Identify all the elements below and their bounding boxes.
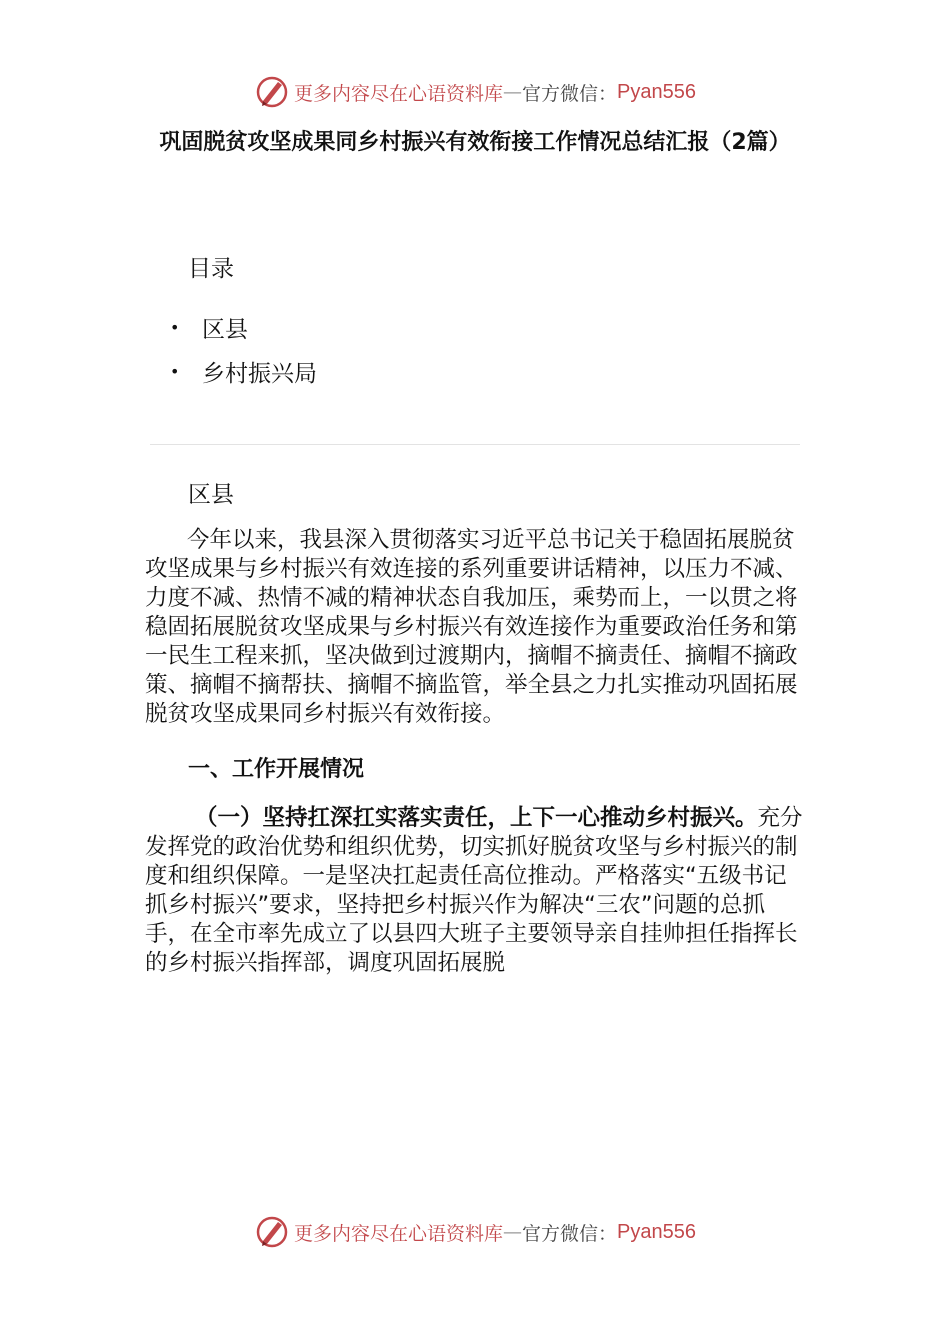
- bullet-icon: •: [170, 361, 180, 381]
- heading-level-1: 一、工作开展情况: [188, 757, 365, 782]
- toc-item[interactable]: [170, 349, 317, 393]
- pen-logo-icon: [254, 74, 290, 110]
- toc-heading: 目录: [188, 256, 234, 282]
- body-paragraph: [145, 804, 805, 978]
- paragraph-text: 充分发挥党的政治优势和组织优势，切实抓好脱贫攻坚与乡村振兴的制度和组织保障。一是坚决扛起责任高位推动。严格落实“五级书记抓乡村振兴”要求，坚持把乡村振兴作为解决“三农”问题的总抓手，在全市率先成立了以县四大班子主要领导亲自挂帅担任指挥长的乡村振兴指挥部，调度巩固拓展脱: [145, 805, 803, 976]
- banner-text: 更多内容尽在心语资料库: [294, 1222, 504, 1245]
- banner-text: 更多内容尽在心语资料库: [294, 82, 504, 105]
- section-divider: [150, 444, 800, 445]
- toc-item[interactable]: [170, 305, 317, 349]
- section-heading: 区县: [188, 482, 234, 508]
- banner-wechat-label: 官方微信：: [522, 82, 618, 105]
- subheading: （一）坚持扛深扛实落实责任，上下一心推动乡村振兴。: [195, 805, 758, 831]
- pen-logo-icon: [254, 1214, 290, 1250]
- document-title: 巩固脱贫攻坚成果同乡村振兴有效衔接工作情况总结汇报（2篇）: [159, 130, 791, 155]
- header-banner: [0, 70, 950, 114]
- body-paragraph: [145, 526, 805, 729]
- toc-item-label: 乡村振兴局: [202, 360, 317, 387]
- footer-banner: [0, 1210, 950, 1254]
- banner-separator: —: [503, 1221, 523, 1243]
- banner-wechat-id: Pyan556: [617, 1220, 696, 1243]
- toc-list: [170, 305, 317, 393]
- paragraph-text: 今年以来，我县深入贯彻落实习近平总书记关于稳固拓展脱贫攻坚成果与乡村振兴有效连接的系列重要讲话精神，以压力不减、力度不减、热情不减的精神状态自我加压，乘势而上，一以贯之将稳固拓展脱贫攻坚成果与乡村振兴有效连接作为重要政治任务和第一民生工程来抓，坚决做到过渡期内，摘帽不摘责任、摘帽不摘政策、摘帽不摘帮扶、摘帽不摘监管，举全县之力扎实推动巩固拓展脱贫攻坚成果同乡村振兴有效衔接。: [145, 527, 798, 727]
- banner-wechat-id: Pyan556: [617, 80, 696, 103]
- banner-wechat-label: 官方微信：: [522, 1222, 618, 1245]
- bullet-icon: •: [170, 317, 180, 337]
- banner-separator: —: [503, 81, 523, 103]
- toc-item-label: 区县: [202, 316, 248, 343]
